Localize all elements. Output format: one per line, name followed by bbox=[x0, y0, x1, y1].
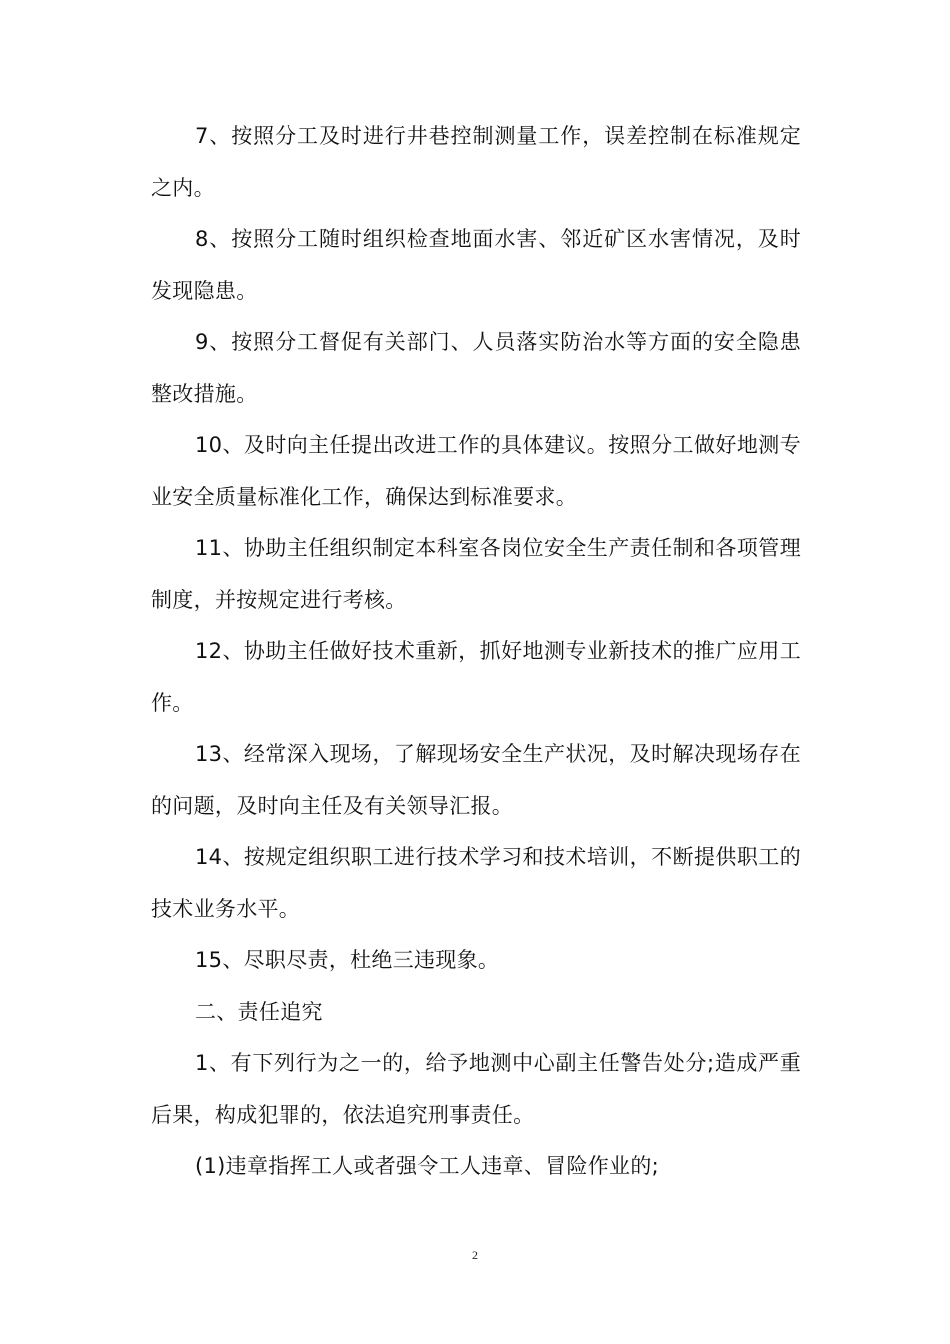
paragraph-item-8: 8、按照分工随时组织检查地面水害、邻近矿区水害情况，及时发现隐患。 bbox=[151, 227, 801, 303]
paragraph-item-9: 9、按照分工督促有关部门、人员落实防治水等方面的安全隐患整改措施。 bbox=[151, 330, 801, 406]
paragraph-item-12: 12、协助主任做好技术重新，抓好地测专业新技术的推广应用工作。 bbox=[151, 639, 801, 715]
section-heading-accountability: 二、责任追究 bbox=[195, 999, 323, 1024]
accountability-subclause-1: (1)违章指挥工人或者强令工人违章、冒险作业的; bbox=[195, 1154, 660, 1178]
paragraph-item-13: 13、经常深入现场，了解现场安全生产状况，及时解决现场存在的问题，及时向主任及有关领导汇报。 bbox=[151, 742, 801, 818]
paragraph-item-11: 11、协助主任组织制定本科室各岗位安全生产责任制和各项管理制度，并按规定进行考核。 bbox=[151, 536, 801, 612]
paragraph-item-7: 7、按照分工及时进行井巷控制测量工作，误差控制在标准规定之内。 bbox=[151, 124, 801, 200]
document-body bbox=[151, 111, 801, 1193]
accountability-clause-1: 1、有下列行为之一的，给予地测中心副主任警告处分;造成严重后果，构成犯罪的，依法追究刑事责任。 bbox=[151, 1051, 801, 1127]
paragraph-item-10: 10、及时向主任提出改进工作的具体建议。按照分工做好地测专业安全质量标准化工作，确保达到标准要求。 bbox=[151, 433, 801, 509]
paragraph-item-14: 14、按规定组织职工进行技术学习和技术培训，不断提供职工的技术业务水平。 bbox=[151, 845, 801, 921]
paragraph-item-15: 15、尽职尽责，杜绝三违现象。 bbox=[195, 948, 500, 972]
page-number: 2 bbox=[472, 1248, 478, 1262]
